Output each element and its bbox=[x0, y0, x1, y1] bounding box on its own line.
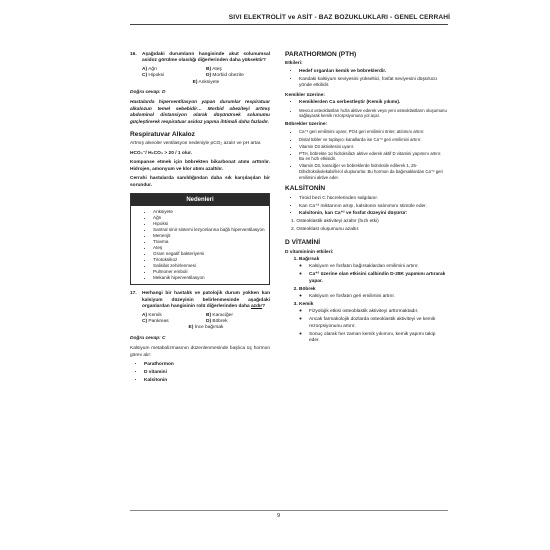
list-item: • Vitamin D3 aktivitesini uyarır. bbox=[299, 144, 447, 150]
list-item-kidney: 2. Böbrek ◦ Kalsiyum ve fosfatın geri emilimini artırır. bbox=[299, 287, 447, 301]
question-17-options bbox=[142, 313, 270, 332]
section-title-vitamin-d: D VİTAMİNİ bbox=[285, 239, 321, 247]
option-c: C) Pankreas bbox=[142, 318, 169, 324]
list-item: • Kalsitonin bbox=[144, 378, 270, 384]
list-item-intestine: 1. Bağırsak ◦ Kalsiyum ve fosfatın bağırsaklardan emilimini artırır. ◦ Ca⁺² üzerine olan etkisini calbindin D-28K yapımını artırarak yapar. bbox=[299, 257, 447, 285]
hormone-list bbox=[130, 362, 270, 384]
footer-rule bbox=[130, 510, 448, 511]
list-item: • Hipoksi bbox=[153, 221, 269, 227]
question-16-options bbox=[142, 67, 270, 86]
causes-list bbox=[143, 209, 269, 281]
list-item: • Kemiklerden Ca serbestleştir (Kemik yıkımı). bbox=[299, 100, 447, 106]
list-item: • Gram negatif bakteriyemi bbox=[153, 251, 269, 257]
formula: HCO₃⁻/ H₂CO₃ > 20 / 1 olur. bbox=[130, 150, 193, 156]
list-item: • Kan Ca⁺² miktarının artışı, kalsitonin salınımını stimüle eder. bbox=[299, 204, 447, 210]
option-d: D) Böbrek bbox=[206, 318, 228, 324]
vitamin-d-effects-list bbox=[285, 257, 447, 344]
list-item: ◦ Ancak farmakolojik dozlarda osteoklastik aktiviteyi ve kemik rezorpsiyonunu artırır. bbox=[309, 317, 447, 330]
right-column bbox=[285, 52, 447, 346]
header-rule bbox=[130, 24, 448, 25]
list-item: • Parathormon bbox=[144, 362, 270, 368]
option-a: A) Kemik bbox=[142, 312, 162, 318]
subheading: Böbrekler üzerine: bbox=[285, 122, 328, 128]
list-item-bone: 3. Kemik ◦ Fizyolojik etkisi osteoblastik aktiviteyi arttırmaktadır. ◦ Ancak farmakolojik dozlarda osteoklastik aktiviteyi ve kemik rezorpsiyonunu artırır. ◦ Sonuç olarak her zaman kemik yıkımını, kemik yapımı takip eder. bbox=[299, 302, 447, 344]
option-b: B) Ateş bbox=[206, 66, 222, 72]
question-17 bbox=[130, 291, 270, 310]
list-item: • Pulmoner emboli bbox=[153, 269, 269, 275]
list-item: • Mekanik hiperventilasyon bbox=[153, 275, 269, 281]
pth-kidney-list bbox=[285, 129, 447, 180]
question-16 bbox=[130, 52, 270, 65]
page-number: 9 bbox=[277, 513, 281, 519]
question-text: Herhangi bir hastalık ve patolojik durum yokken kan kalsiyum düzeyinin belirlenmesinde aşağıdaki organlardan hangisinin rolü diğerlerinden daha azdır? bbox=[142, 291, 270, 310]
list-item: • Ca⁺² geri emilimini uyarır, PO4 geri emilimini önler; atılımını artırır. bbox=[299, 129, 447, 135]
list-item: • Kandaki kalsiyum seviyesini yükseltici, fosfat seviyesini düşürücü yönde etkilidir. bbox=[299, 77, 447, 90]
section-title-pth: PARATHORMON (PTH) bbox=[285, 51, 357, 58]
list-item: • Menenjit bbox=[153, 233, 269, 239]
list-item: ◦ Sonuç olarak her zaman kemik yıkımını, kemik yapımı takip eder. bbox=[309, 332, 447, 345]
option-c: C) Hipoksi bbox=[142, 73, 165, 79]
list-item: ◦ Kalsiyum ve fosfatın bağırsaklardan emilimini artırır. bbox=[309, 264, 447, 270]
list-item: • Kalsitonin, kan Ca⁺² ve fosfat düzeyini düşürür: bbox=[299, 211, 447, 217]
left-column bbox=[130, 52, 270, 386]
list-item: • D vitamini bbox=[144, 370, 270, 376]
list-item: • Ağrı bbox=[153, 215, 269, 221]
question-number: 16. bbox=[130, 52, 137, 57]
causes-box bbox=[130, 193, 270, 285]
pth-bone-list bbox=[285, 100, 447, 119]
calcitonin-list bbox=[285, 196, 447, 218]
list-item: • Tiroid bezi C hücrelerinden salgılanır. bbox=[299, 196, 447, 202]
option-e: E) Anksiyete bbox=[192, 79, 220, 85]
list-item: ◦ Kalsiyum ve fosfatın geri emilimini artırır. bbox=[309, 294, 447, 300]
subheading: Kemikler üzerine: bbox=[285, 92, 325, 98]
explanation-17: Kalsiyum metabolizmasının düzenlenmesinde başlıca üç hormon görev alır: bbox=[130, 346, 270, 358]
list-item: • Santral sinir sistemi lezyonlarına bağlı hiperventilasyon bbox=[153, 227, 269, 233]
list-item: • Tirotoksikoz bbox=[153, 257, 269, 263]
question-text: Aşağıdaki durumların hangisinde akut solunumsal asidoz görülme olasılığı diğerlerinden daha yüksektir? bbox=[142, 52, 270, 64]
list-item: • Travma bbox=[153, 239, 269, 245]
option-e: E) İnce bağırsak bbox=[188, 325, 224, 331]
running-header: SIVI ELEKTROLİT ve ASİT - BAZ BOZUKLUKLARI - GENEL CERRAHİ bbox=[228, 14, 450, 21]
answer-17: Doğru cevap: C bbox=[130, 335, 166, 341]
section-title-respiratory-alkalosis: Respiratuvar Alkaloz bbox=[130, 131, 195, 139]
option-a: A) Ağrı bbox=[142, 66, 157, 72]
list-item: • Ateş bbox=[153, 245, 269, 251]
paragraph: Cerrahi hastalarda sanıldığından daha sık karşılaşılan bir sorundur. bbox=[130, 176, 270, 188]
causes-box-title: Nedenleri bbox=[131, 194, 269, 206]
list-item: ◦ Fizyolojik etkisi osteoblastik aktiviteyi arttırmaktadır. bbox=[309, 309, 447, 315]
numbered-line: 1. Osteoklastik aktiviteyi azaltır (hızlı etki) bbox=[291, 219, 379, 225]
subheading: D vitamininin etkileri: bbox=[285, 249, 334, 255]
list-item: • Anksiyete bbox=[153, 209, 269, 215]
question-number: 17. bbox=[130, 291, 137, 297]
subheading: Etkileri: bbox=[285, 61, 303, 67]
option-b: B) Karaciğer bbox=[206, 312, 233, 318]
list-item: ◦ Ca⁺² üzerine olan etkisini calbindin D-28K yapımını artırarak yapar. bbox=[309, 272, 447, 285]
list-item: • Vitamin D3, karaciğer ve böbreklerde hidroksile edilerek 1, 25-Dihidroksikolekalsiferol oluştururlar. Bu hormon da bağırsaklardan Ca⁺² geri emilimini aktive eder. bbox=[299, 163, 447, 180]
option-d: D) Morbid obezite bbox=[206, 73, 244, 79]
list-item: • Salisilat zehirlenmesi bbox=[153, 263, 269, 269]
list-item: • Hedef organları kemik ve böbreklerdir. bbox=[299, 69, 447, 75]
answer-16: Doğru cevap: D bbox=[130, 90, 166, 96]
list-item: • Mevcut osteoklastları hızla aktive ederek veya yeni osteoklastların oluşumunu sağlayarak kemik rezorpsiyonuna yol açar. bbox=[299, 108, 447, 119]
paragraph: Artmış alveoler ventilasyon nedeniyle pCO₂ azalır ve pH artar. bbox=[130, 141, 262, 147]
section-title-calcitonin: KALSİTONİN bbox=[285, 185, 326, 193]
paragraph: Kompanse etmek için böbrekten bikarbonat atımı arttırılır. Hidrojen, amonyum ve klor atımı azaltılır. bbox=[130, 160, 270, 172]
list-item: • Distal tübler ve toplayıcı kanallarda ise Ca⁺² geri emilimini artırır. bbox=[299, 137, 447, 143]
pth-effects-list bbox=[285, 69, 447, 90]
list-item: • PTH, böbrekte 1α hidroksilazı aktive ederek aktif D vitamini yapımını artırır. Bu en hızlı etkisidir. bbox=[299, 151, 447, 162]
numbered-line: 2. Osteoklast oluşumunu azaltır. bbox=[291, 226, 360, 232]
explanation-16: Hastalarda hiperventilasyon yapan durumlar respiratuar alkalozun temel sebebidir… Morbid obeziteyi artmış abdominal distansiyon olarak düşünürsek solunumu güçleştirerek respiratuar asidoz yapma ihtimali daha fazladır. bbox=[130, 100, 270, 125]
